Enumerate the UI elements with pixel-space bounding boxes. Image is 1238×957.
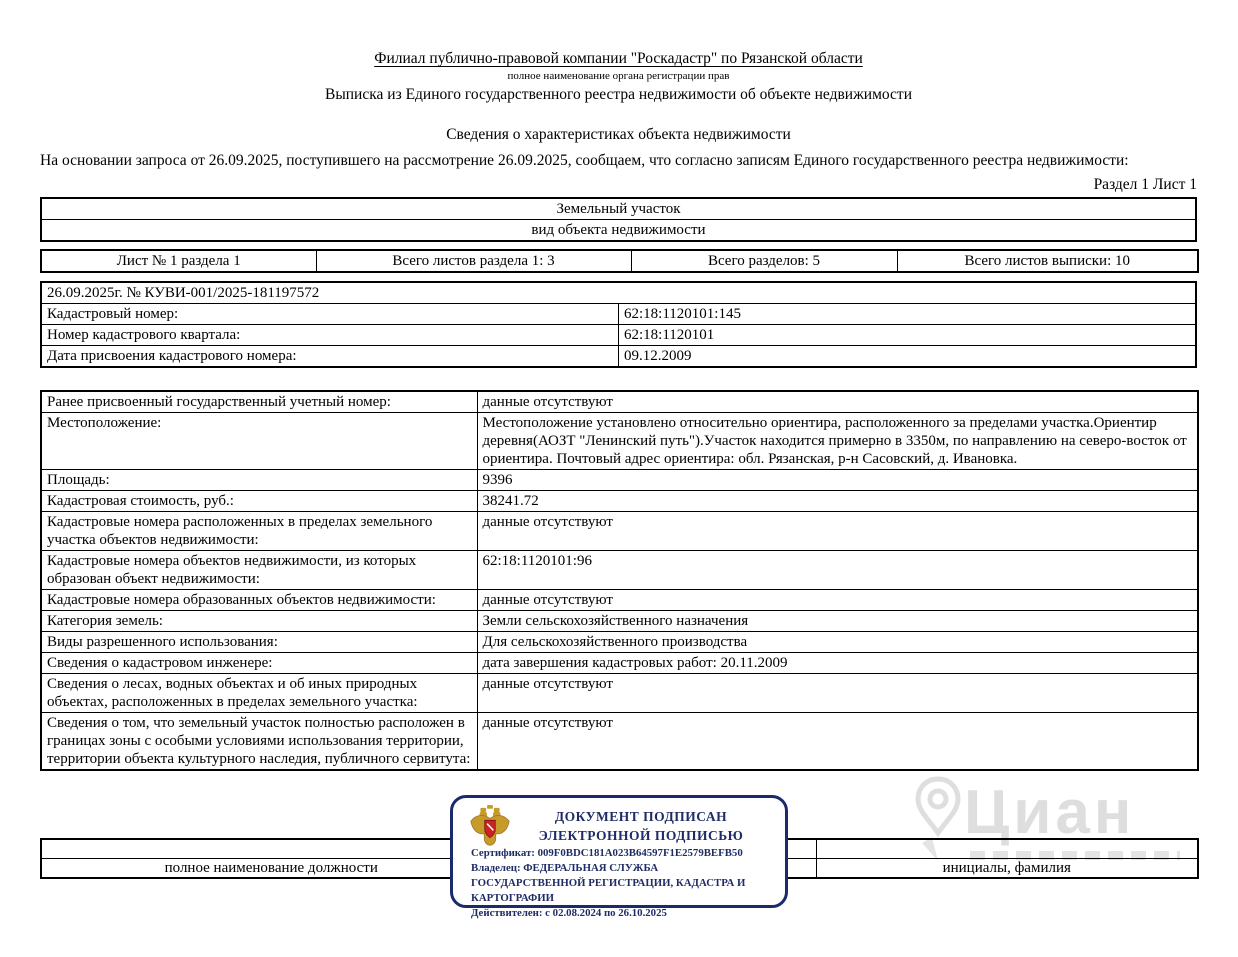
- row-value: 9396: [477, 470, 1198, 491]
- table-row: [41, 413, 1198, 470]
- row-value: данные отсутствуют: [477, 674, 1198, 713]
- signature-line-name: [816, 839, 1198, 858]
- row-value: 62:18:1120101:145: [619, 304, 1197, 325]
- row-label: Местоположение:: [41, 413, 477, 470]
- table-row: [41, 391, 1198, 413]
- table-row: [41, 674, 1198, 713]
- name-label: инициалы, фамилия: [816, 858, 1198, 878]
- sheet-info-cell: Всего листов выписки: 10: [897, 250, 1198, 272]
- row-value: Местоположение установлено относительно ориентира, расположенного за пределами участка.Ориентир деревня(АОЗТ "Ленинский путь").Участок находится примерно в 3350м, по направлению на северо-восток от ориентира. Почтовый адрес ориентира: обл. Рязанская, р-н Сасовский, д. Ивановка.: [477, 413, 1198, 470]
- row-label: Кадастровые номера объектов недвижимости, из которых образован объект недвижимости:: [41, 551, 477, 590]
- table-row: [41, 551, 1198, 590]
- row-label: Номер кадастрового квартала:: [41, 325, 619, 346]
- row-value: 38241.72: [477, 491, 1198, 512]
- row-label: Сведения о том, что земельный участок полностью расположен в границах зоны с особыми условиями использования территории, территории объекта культурного наследия, публичного сервитута:: [41, 713, 477, 771]
- row-value: данные отсутствуют: [477, 512, 1198, 551]
- row-value: Для сельскохозяйственного производства: [477, 632, 1198, 653]
- row-value: дата завершения кадастровых работ: 20.11.2009: [477, 653, 1198, 674]
- row-value: данные отсутствуют: [477, 391, 1198, 413]
- doc-title: Выписка из Единого государственного реестра недвижимости об объекте недвижимости: [325, 86, 912, 103]
- row-label: Кадастровые номера образованных объектов недвижимости:: [41, 590, 477, 611]
- row-value: 62:18:1120101: [619, 325, 1197, 346]
- org-name: Филиал публично-правовой компании "Роскадастр" по Рязанской области: [374, 50, 863, 67]
- sheet-info-table: [40, 249, 1199, 273]
- coat-of-arms-icon: [467, 804, 513, 852]
- row-label: Кадастровые номера расположенных в пределах земельного участка объектов недвижимости:: [41, 512, 477, 551]
- row-label: Кадастровый номер:: [41, 304, 619, 325]
- request-table: [40, 281, 1197, 368]
- row-label: Категория земель:: [41, 611, 477, 632]
- row-label: Кадастровая стоимость, руб.:: [41, 491, 477, 512]
- sheet-info-cell: Всего разделов: 5: [631, 250, 897, 272]
- request-number: 26.09.2025г. № КУВИ-001/2025-181197572: [41, 282, 1196, 304]
- signature-area: [40, 778, 1197, 945]
- object-type-title: Земельный участок: [41, 198, 1196, 220]
- digital-signature-stamp: [450, 795, 788, 919]
- characteristics-table: [40, 390, 1199, 771]
- section-page-label: Раздел 1 Лист 1: [1093, 176, 1197, 193]
- stamp-title-line1: ДОКУМЕНТ ПОДПИСАН: [554, 809, 728, 824]
- row-value: 62:18:1120101:96: [477, 551, 1198, 590]
- object-type-caption: вид объекта недвижимости: [41, 220, 1196, 242]
- row-value: данные отсутствуют: [477, 713, 1198, 771]
- stamp-owner: Владелец: ФЕДЕРАЛЬНАЯ СЛУЖБА ГОСУДАРСТВЕННОЙ РЕГИСТРАЦИИ, КАДАСТРА И КАРТОГРАФИИ: [471, 862, 746, 904]
- row-value: Земли сельскохозяйственного назначения: [477, 611, 1198, 632]
- table-row: [41, 713, 1198, 771]
- watermark-text: Циан: [964, 778, 1136, 847]
- table-row: [41, 470, 1198, 491]
- row-label: Виды разрешенного использования:: [41, 632, 477, 653]
- table-row: [41, 611, 1198, 632]
- row-value: 09.12.2009: [619, 346, 1197, 368]
- row-label: Ранее присвоенный государственный учетный номер:: [41, 391, 477, 413]
- row-label: Сведения о лесах, водных объектах и об иных природных объектах, расположенных в пределах земельного участка:: [41, 674, 477, 713]
- row-value: данные отсутствуют: [477, 590, 1198, 611]
- sheet-info-cell: Лист № 1 раздела 1: [41, 250, 316, 272]
- row-label: Сведения о кадастровом инженере:: [41, 653, 477, 674]
- org-caption: полное наименование органа регистрации прав: [507, 70, 730, 82]
- object-type-table: [40, 197, 1197, 242]
- signature-line-position: [41, 839, 501, 858]
- row-label: Дата присвоения кадастрового номера:: [41, 346, 619, 368]
- table-row: [41, 491, 1198, 512]
- stamp-title-line2: ЭЛЕКТРОННОЙ ПОДПИСЬЮ: [538, 828, 744, 843]
- sheet-info-cell: Всего листов раздела 1: 3: [316, 250, 631, 272]
- stamp-validity: Действителен: с 02.08.2024 по 26.10.2025: [471, 907, 667, 919]
- table-row: [41, 512, 1198, 551]
- table-row: [41, 590, 1198, 611]
- table-row: [41, 653, 1198, 674]
- intro-text: На основании запроса от 26.09.2025, поступившего на рассмотрение 26.09.2025, сообщаем, что согласно записям Единого государственного реестра недвижимости:: [40, 152, 1129, 169]
- row-label: Площадь:: [41, 470, 477, 491]
- position-label: полное наименование должности: [41, 858, 501, 878]
- stamp-certificate: Сертификат: 009F0BDC181A023B64597F1E2579BEFB50: [471, 847, 743, 859]
- section-title: Сведения о характеристиках объекта недвижимости: [446, 126, 791, 143]
- table-row: [41, 632, 1198, 653]
